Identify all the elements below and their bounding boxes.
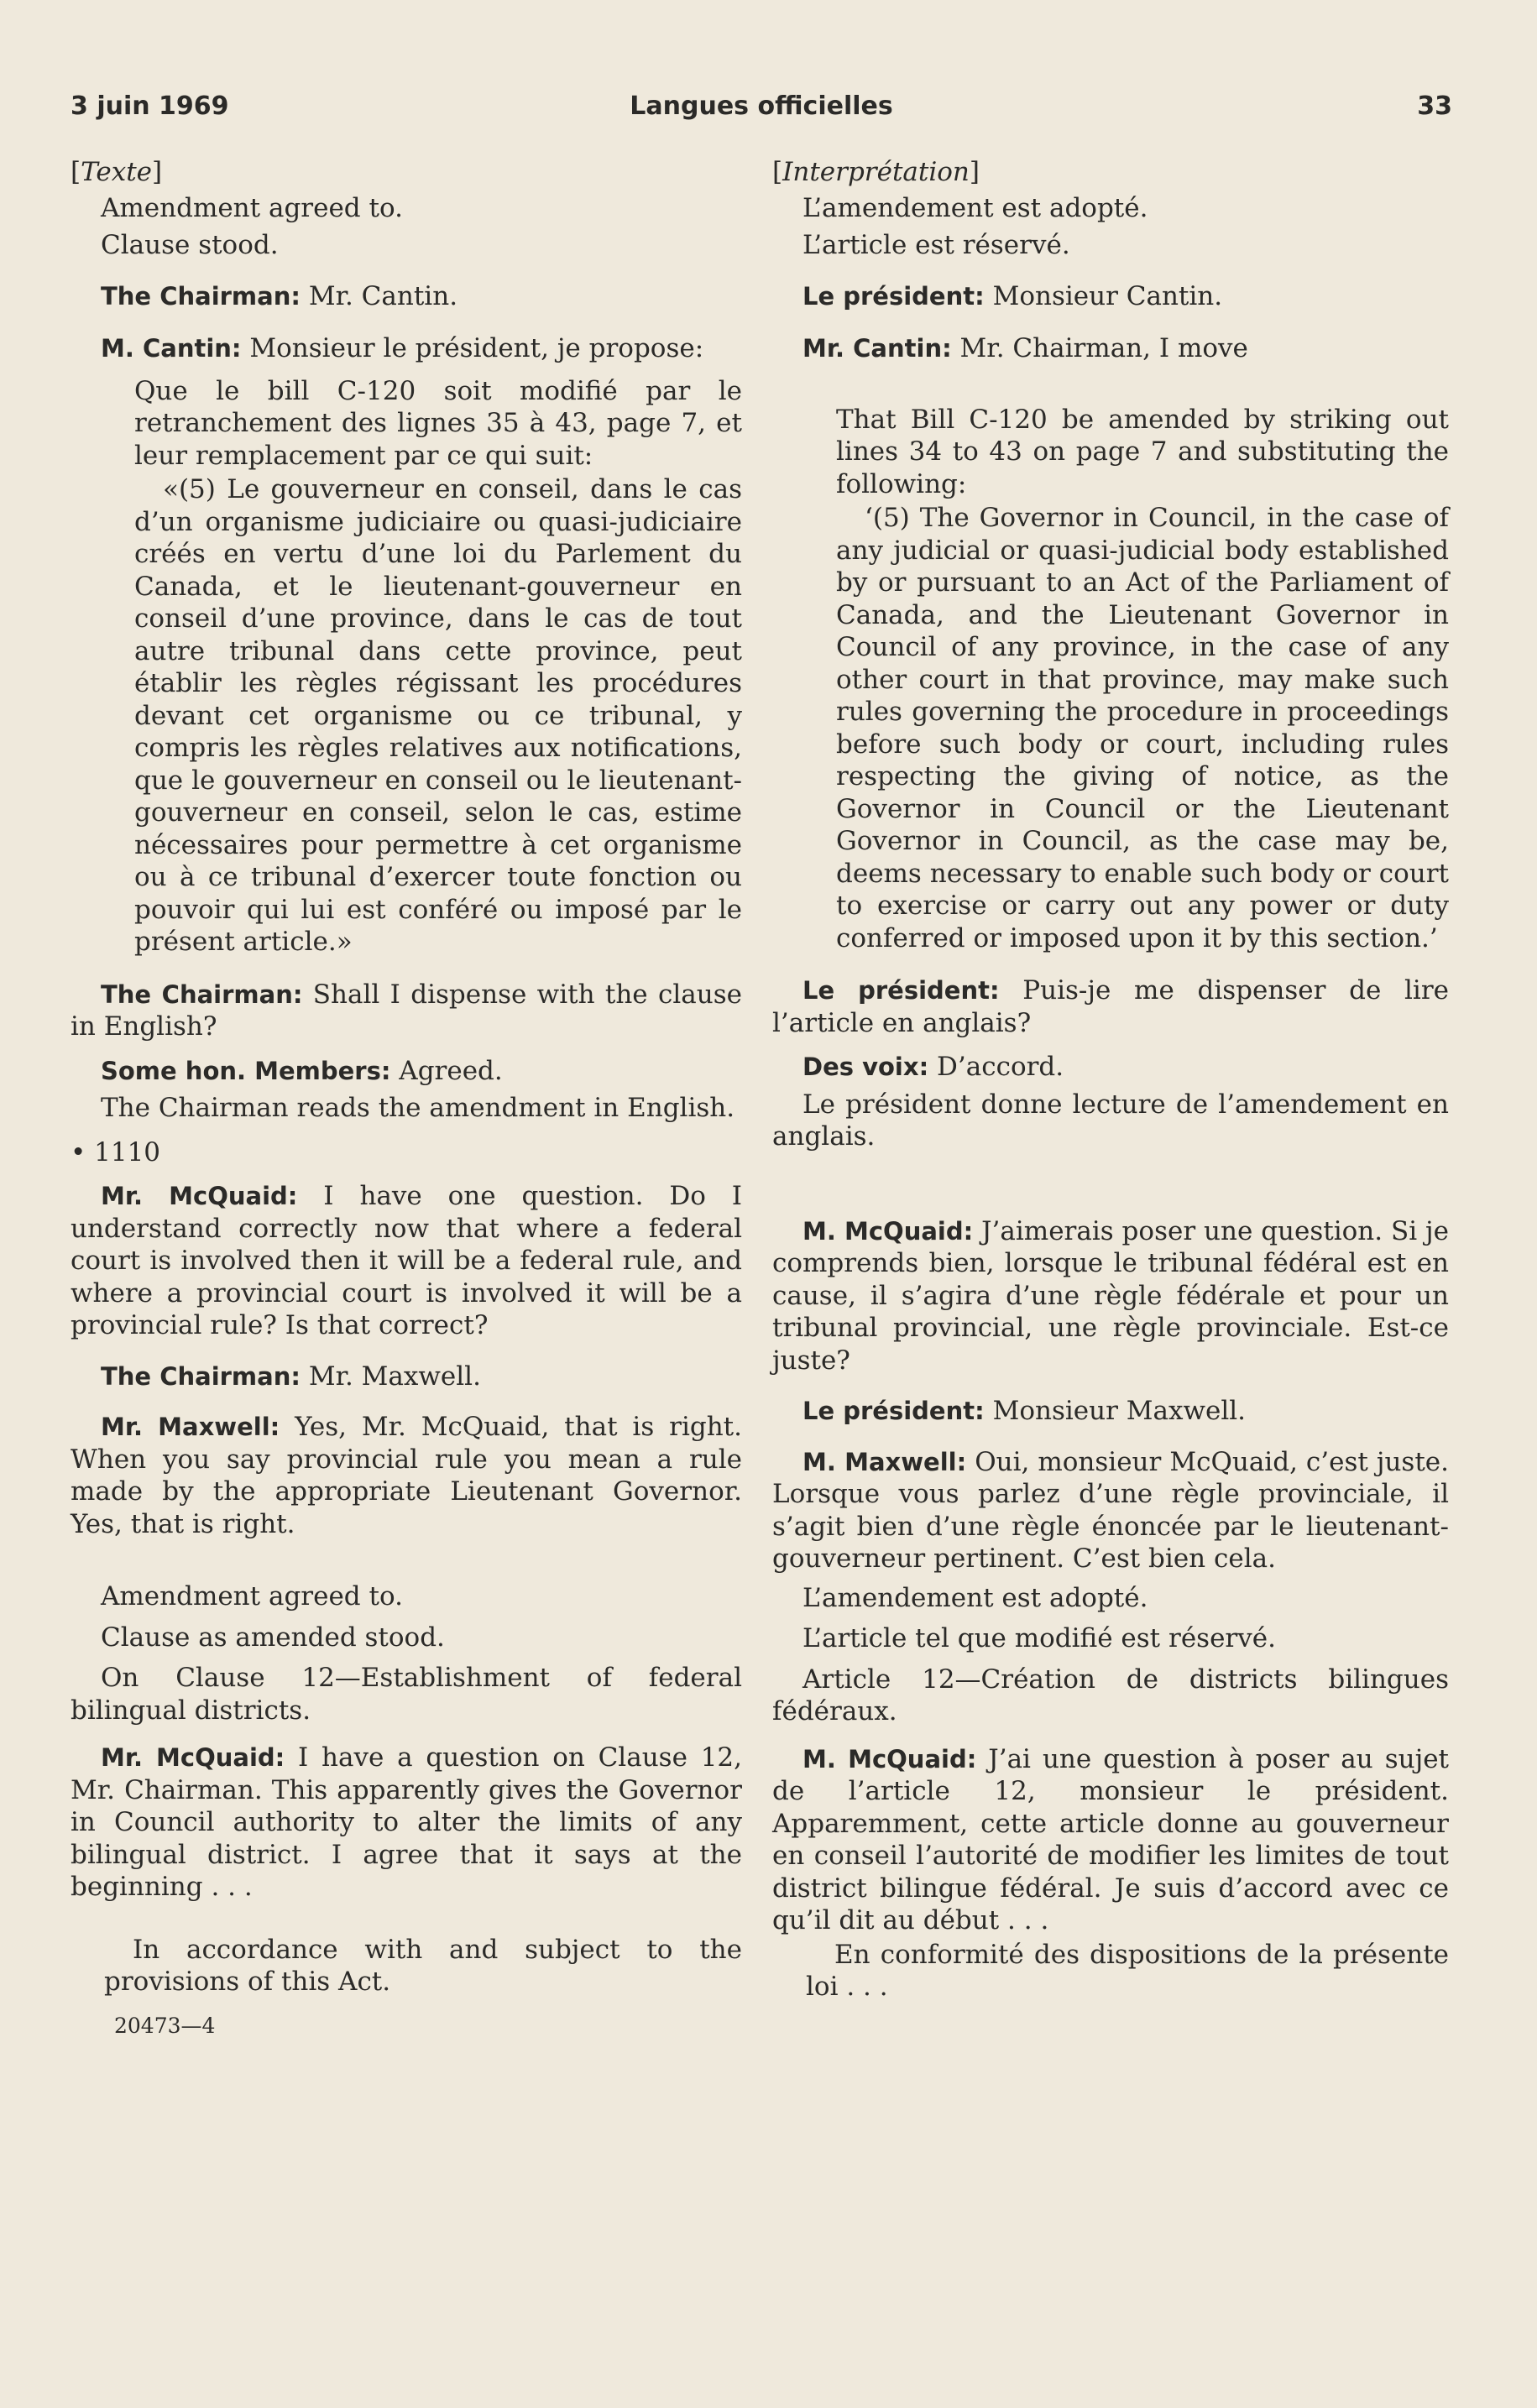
- time-marker: • 1110: [71, 1136, 161, 1167]
- header-title: Langues officielles: [630, 91, 893, 121]
- paragraph: L’amendement est adopté.: [802, 192, 1148, 223]
- speech-text: D’accord.: [928, 1052, 1064, 1082]
- speech-text: Monsieur le président, je propose:: [241, 333, 704, 363]
- speaker-name: M. McQuaid:: [802, 1744, 977, 1773]
- speech-text: Shall I dispense with the clause in English?: [71, 979, 742, 1042]
- speaker-paragraph: [772, 1051, 1449, 1084]
- speech-text: Mr. Chairman, I move: [951, 333, 1248, 363]
- speaker-paragraph: [71, 1180, 742, 1342]
- footer-code: 20473—4: [114, 2013, 216, 2038]
- speech-text: Monsieur Maxwell.: [984, 1396, 1247, 1426]
- paragraph: Clause stood.: [101, 230, 279, 260]
- french-column: [772, 156, 1449, 2003]
- amendment-text: «(5) Le gouverneur en conseil, dans le cas d’un organisme judiciaire ou quasi-judiciaire créés en vertu d’une loi du Parlement du Canada, et le lieutenant-gouverneur en conseil d’une province, dans le cas de tout autre tribunal dans cette province, peut établir les règles régissant les procédures devant cet organisme ou ce tribunal, y compris les règles relatives aux notifications, que le gouverneur en conseil ou le lieutenant-gouverneur en conseil, selon le cas, estime nécessaires pour permettre à cet organisme ou à ce tribunal d’exercer toute fonction ou pouvoir qui lui est conféré ou imposé par le présent article.»: [134, 474, 742, 957]
- paragraph: Le président donne lecture de l’amendement en anglais.: [772, 1089, 1449, 1152]
- speaker-paragraph: [772, 974, 1449, 1039]
- speaker-name: Le président:: [802, 281, 985, 311]
- paragraph: Amendment agreed to.: [101, 192, 403, 223]
- speaker-name: The Chairman:: [101, 281, 301, 311]
- speaker-paragraph: [772, 280, 1449, 313]
- speech-text: Puis-je me dispenser de lire l’article en anglais?: [772, 975, 1449, 1038]
- speaker-name: Mr. Maxwell:: [101, 1413, 280, 1441]
- speaker-name: The Chairman:: [101, 1361, 301, 1391]
- paragraph: L’article tel que modifié est réservé.: [802, 1623, 1276, 1653]
- section-tag-text: Texte: [81, 157, 153, 187]
- speech-text: I have a question on Clause 12, Mr. Chairman. This apparently gives the Governor in Council authority to alter the limits of any bilingual district. I agree that it says at the beginning . . .: [71, 1742, 742, 1902]
- speaker-paragraph: [772, 332, 1449, 365]
- speaker-name: Some hon. Members:: [101, 1056, 391, 1085]
- paragraph: Clause as amended stood.: [101, 1622, 445, 1653]
- section-tag-text: Interprétation: [782, 157, 970, 187]
- speaker-name: Le président:: [802, 976, 1000, 1005]
- quoted-text: En conformité des dispositions de la présente loi . . .: [806, 1939, 1449, 2002]
- speaker-name: Mr. McQuaid:: [101, 1743, 285, 1772]
- speech-text: Yes, Mr. McQuaid, that is right. When you say provincial rule you mean a rule made by the appropriate Lieutenant Governor. Yes, that is right.: [71, 1412, 742, 1539]
- speaker-paragraph: [71, 979, 742, 1043]
- paragraph: On Clause 12—Establishment of federal bilingual districts.: [71, 1663, 742, 1726]
- speaker-paragraph: [71, 280, 742, 313]
- speaker-name: M. Cantin:: [101, 334, 242, 363]
- paragraph: L’amendement est adopté.: [802, 1582, 1148, 1613]
- speaker-paragraph: [772, 1395, 1449, 1428]
- speaker-name: M. McQuaid:: [802, 1216, 974, 1246]
- paragraph: L’article est réservé.: [802, 230, 1070, 260]
- page-header: [71, 91, 1452, 128]
- speaker-paragraph: [772, 1446, 1449, 1575]
- section-tag: [Texte]: [71, 157, 163, 187]
- motion-text: That Bill C-120 be amended by striking out lines 34 to 43 on page 7 and substituting the following:: [836, 404, 1449, 499]
- speech-text: I have one question. Do I understand correctly now that where a federal court is involved then it will be a federal rule, and where a provincial court is involved it will be a provincial rule? Is that correct?: [71, 1181, 742, 1340]
- speaker-name: M. Maxwell:: [802, 1447, 967, 1476]
- motion-text: Que le bill C-120 soit modifié par le retranchement des lignes 35 à 43, page 7, et leur remplacement par ce qui suit:: [134, 375, 742, 471]
- quoted-text: In accordance with and subject to the provisions of this Act.: [104, 1934, 742, 1997]
- paragraph: Amendment agreed to.: [101, 1581, 403, 1611]
- page-number: 33: [1417, 91, 1452, 121]
- section-tag: [Interprétation]: [772, 157, 980, 187]
- speech-text: Oui, monsieur McQuaid, c’est juste. Lorsque vous parlez d’une règle provinciale, il s’agit bien d’une règle énoncée par le lieutenant-gouverneur pertinent. C’est bien cela.: [772, 1446, 1450, 1574]
- speaker-paragraph: [772, 1743, 1449, 1937]
- english-column: [71, 156, 742, 2042]
- header-date: 3 juin 1969: [71, 91, 229, 121]
- speaker-paragraph: [71, 1411, 742, 1540]
- speaker-paragraph: [71, 1055, 742, 1088]
- speaker-name: Des voix:: [802, 1053, 929, 1081]
- paragraph: The Chairman reads the amendment in English.: [101, 1093, 735, 1123]
- speech-text: Mr. Cantin.: [300, 280, 458, 311]
- speech-text: Agreed.: [390, 1055, 503, 1086]
- speech-text: Monsieur Cantin.: [984, 280, 1223, 311]
- speaker-name: The Chairman:: [101, 979, 303, 1009]
- speaker-paragraph: [772, 1215, 1449, 1377]
- speaker-name: Le président:: [802, 1397, 985, 1425]
- speaker-paragraph: [71, 332, 742, 365]
- speech-text: J’ai une question à poser au sujet de l’article 12, monsieur le président. Apparemment, cette article donne au gouverneur en conseil l’autorité de modifier les limites de tout district bilingue fédéral. Je suis d’accord avec ce qu’il dit au début . . .: [772, 1743, 1449, 1935]
- amendment-text: ‘(5) The Governor in Council, in the case of any judicial or quasi-judicial body established by or pursuant to an Act of the Parliament of Canada, and the Lieutenant Governor in Council of any province, in the case of any other court in that province, may make such rules governing the procedure in proceedings before such body or court, including rules respecting the giving of notice, as the Governor in Council or the Lieutenant Governor in Council, as the case may be, deems necessary to enable such body or court to exercise or carry out any power or duty conferred or imposed upon it by this section.’: [836, 503, 1449, 953]
- speech-text: J’aimerais poser une question. Si je comprends bien, lorsque le tribunal fédéral est en cause, il s’agira d’une règle fédérale et pour un tribunal provincial, une règle provinciale. Est-ce juste?: [772, 1215, 1450, 1376]
- speaker-paragraph: [71, 1742, 742, 1904]
- paragraph: Article 12—Création de districts bilingues fédéraux.: [772, 1664, 1449, 1726]
- speaker-paragraph: [71, 1361, 742, 1393]
- speaker-name: Mr. McQuaid:: [101, 1182, 298, 1210]
- speaker-name: Mr. Cantin:: [802, 334, 952, 363]
- speech-text: Mr. Maxwell.: [300, 1361, 481, 1392]
